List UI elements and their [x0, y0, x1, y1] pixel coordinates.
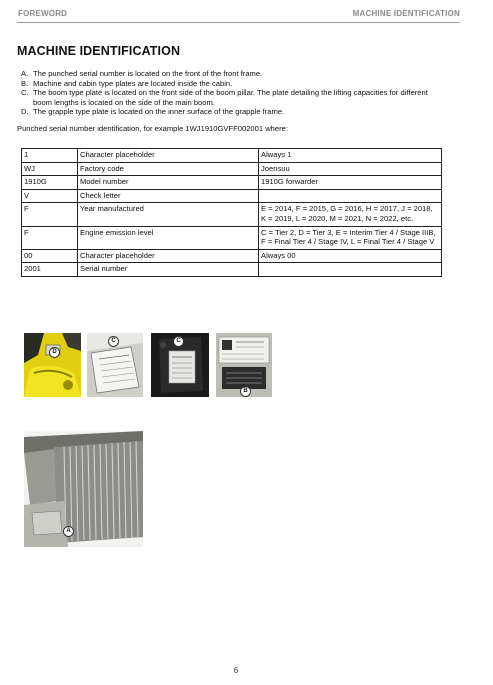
list-item-text: The boom type plate is located on the front side of the boom pillar. The plate detailing the lifting capacities for different boom lengths is located on the side of the main boom. [33, 88, 428, 107]
callout-marker: D [49, 347, 60, 358]
list-item-text: The grapple type plate is located on the inner surface of the grapple frame. [33, 107, 285, 117]
list-item-letter: D. [21, 107, 29, 117]
list-item-letter: C. [21, 88, 29, 98]
boom-side-plate-photo [151, 333, 209, 397]
table-row [22, 176, 442, 190]
table-cell-code: V [22, 189, 78, 203]
list-item [21, 107, 441, 117]
list-item-text: The punched serial number is located on the front of the front frame. [33, 69, 263, 78]
header-divider [17, 22, 460, 23]
callout-marker: C [108, 336, 119, 347]
table-row [22, 249, 442, 263]
front-frame-serial-photo [24, 431, 143, 547]
list-item [21, 88, 441, 107]
table-cell-code: F [22, 203, 78, 226]
table-cell-meaning: Factory code [78, 162, 259, 176]
table-cell-value: Joensuu [259, 162, 442, 176]
table-cell-meaning: Character placeholder [78, 149, 259, 163]
header-section-label: FOREWORD [18, 9, 68, 18]
list-item [21, 79, 441, 89]
table-cell-value: 1910G forwarder [259, 176, 442, 190]
callout-marker: C [173, 336, 184, 347]
table-cell-value [259, 263, 442, 277]
table-cell-meaning: Character placeholder [78, 249, 259, 263]
table-cell-meaning: Model number [78, 176, 259, 190]
callout-marker: A [63, 526, 74, 537]
cabin-type-plate-photo [216, 333, 272, 397]
list-item-letter: A. [21, 69, 29, 78]
table-cell-value: Always 00 [259, 249, 442, 263]
list-item-letter: B. [21, 78, 29, 88]
location-list [21, 69, 441, 117]
table-cell-code: WJ [22, 162, 78, 176]
boom-pillar-plate-photo [87, 333, 143, 397]
table-row [22, 203, 442, 226]
table-row [22, 189, 442, 203]
page-header [17, 7, 460, 21]
table-row [22, 226, 442, 249]
table-cell-meaning: Year manufactured [78, 203, 259, 226]
table-cell-meaning: Check letter [78, 189, 259, 203]
list-item [21, 69, 441, 79]
table-cell-value [259, 189, 442, 203]
table-cell-meaning: Engine emission level [78, 226, 259, 249]
table-cell-code: 00 [22, 249, 78, 263]
table-cell-meaning: Serial number [78, 263, 259, 277]
grapple-frame-illustration [24, 333, 81, 397]
table-cell-code: 2001 [22, 263, 78, 277]
grapple-plate-photo [24, 333, 81, 397]
front-frame-illustration [24, 431, 143, 547]
serial-number-table [21, 148, 442, 277]
table-cell-value: E = 2014, F = 2015, G = 2016, H = 2017, J = 2018, K = 2019, L = 2020, M = 2021, N = 2022, etc. [259, 203, 442, 226]
list-item-text: Machine and cabin type plates are located inside the cabin. [33, 78, 233, 88]
table-cell-code: F [22, 226, 78, 249]
table-cell-code: 1 [22, 149, 78, 163]
page-title: MACHINE IDENTIFICATION [17, 44, 181, 58]
table-row [22, 263, 442, 277]
callout-marker: B [240, 386, 251, 397]
table-cell-value: Always 1 [259, 149, 442, 163]
table-row [22, 162, 442, 176]
intro-text: Punched serial number identification, for example 1WJ1910GVFF002001 where: [17, 124, 288, 133]
table-cell-code: 1910G [22, 176, 78, 190]
table-cell-value: C = Tier 2, D = Tier 3, E = Interim Tier 4 / Stage IIIB, F = Final Tier 4 / Stage IV, L = Final Tier 4 / Stage V [259, 226, 442, 249]
header-chapter-label: MACHINE IDENTIFICATION [352, 9, 460, 18]
page-number: 6 [233, 666, 239, 675]
table-row [22, 149, 442, 163]
